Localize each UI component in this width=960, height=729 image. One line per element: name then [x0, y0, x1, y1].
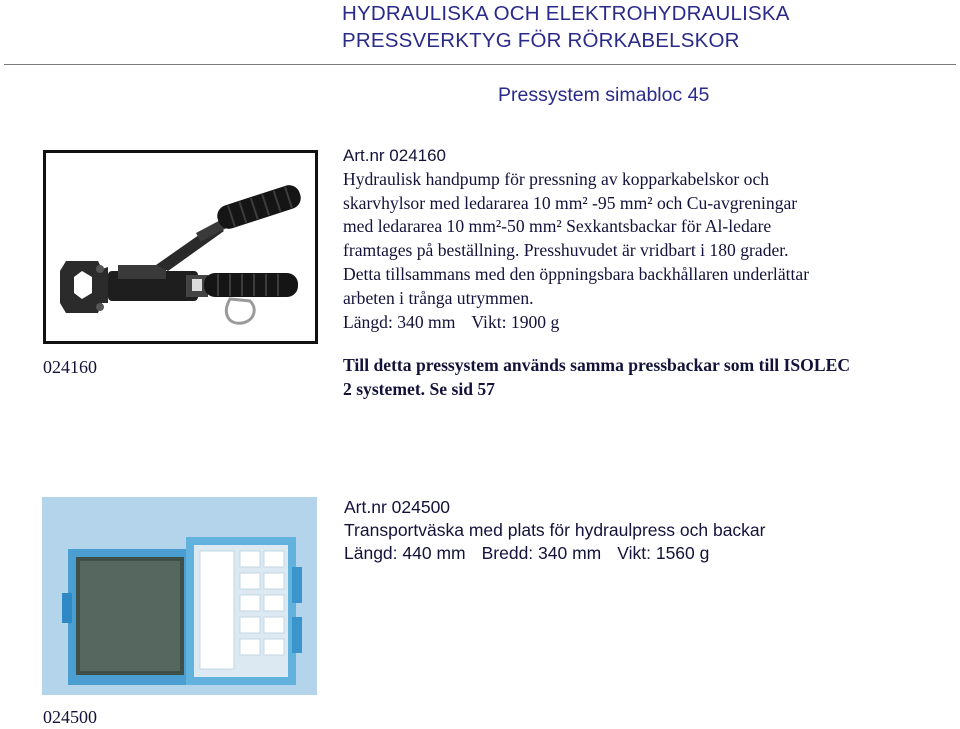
- product-2-weight: Vikt: 1560 g: [617, 543, 710, 563]
- header-line-1: HYDRAULISKA OCH ELEKTROHYDRAULISKA: [342, 2, 790, 25]
- product-1-description: [343, 144, 943, 334]
- product-1-line: Detta tillsammans med den öppningsbara backhållaren underlättar: [343, 263, 810, 284]
- product-2-width: Bredd: 340 mm: [481, 543, 602, 563]
- product-1-line: arbeten i trånga utrymmen.: [343, 287, 534, 308]
- note-line: 2 systemet. Se sid 57: [343, 378, 495, 399]
- page-header: [342, 0, 790, 54]
- product-1-line: framtages på beställning. Presshuvudet är vridbart i 180 grader.: [343, 240, 789, 261]
- product-1-dimensions: [343, 311, 943, 335]
- product-2-dimensions: [344, 542, 944, 565]
- product-1-line: skarvhylsor med ledararea 10 mm² -95 mm² och Cu-avgreningar: [343, 192, 798, 213]
- product-1-length: Längd: 340 mm: [343, 311, 456, 332]
- section-title: Pressystem simabloc 45: [498, 84, 710, 106]
- product-1-number: 024160: [43, 357, 97, 377]
- header-divider: [4, 64, 956, 65]
- product-1-art-nr: Art.nr 024160: [343, 146, 447, 165]
- transport-case-photo: [42, 497, 317, 695]
- product-2-description: [344, 496, 944, 565]
- product-1-line: Hydraulisk handpump för pressning av kopparkabelskor och: [343, 168, 770, 189]
- product-2-length: Längd: 440 mm: [344, 543, 466, 563]
- product-2-art-nr: Art.nr 024500: [344, 497, 451, 517]
- header-line-2: PRESSVERKTYG FÖR RÖRKABELSKOR: [342, 29, 740, 52]
- note-line: Till detta pressystem används samma pressbackar som till ISOLEC: [343, 355, 851, 375]
- product-1-weight: Vikt: 1900 g: [471, 311, 560, 332]
- product-2-number: 024500: [43, 707, 97, 727]
- product-1-note: [343, 354, 923, 402]
- hydraulic-pump-photo: [43, 150, 318, 344]
- product-1-line: med ledararea 10 mm²-50 mm² Sexkantsbackar för Al-ledare: [343, 216, 772, 237]
- product-2-text: Transportväska med plats för hydraulpress och backar: [344, 520, 766, 540]
